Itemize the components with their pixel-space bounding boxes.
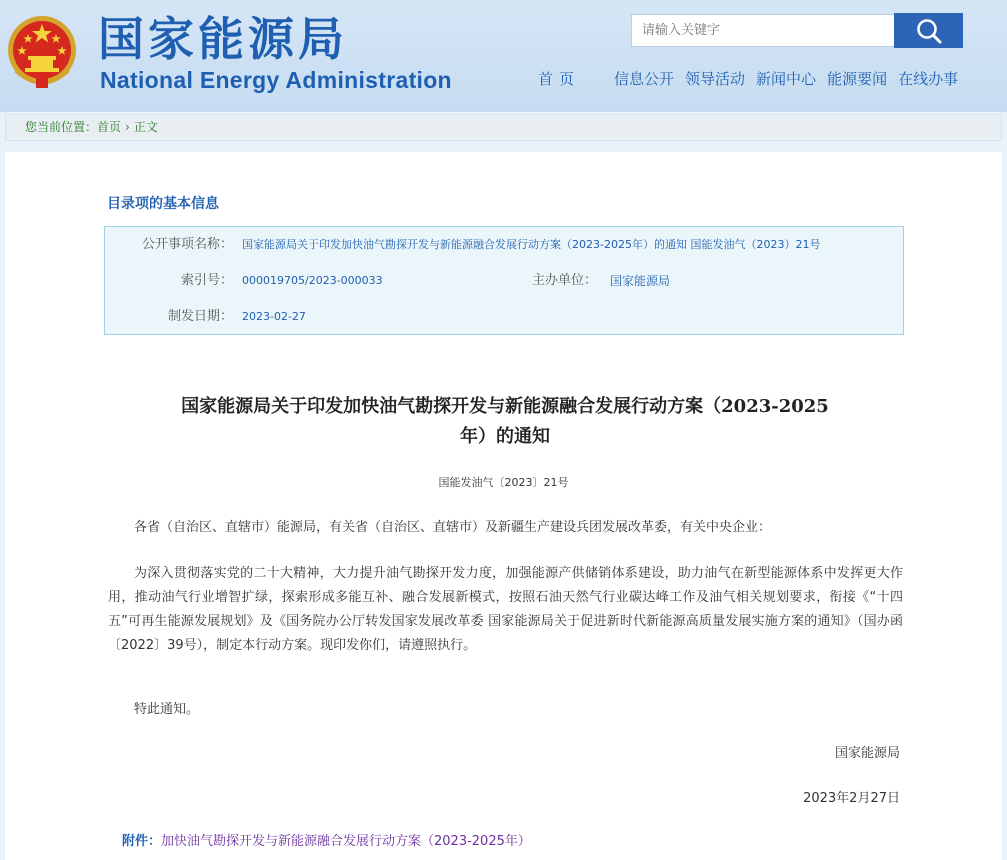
document-title xyxy=(115,392,895,452)
attachment xyxy=(122,832,531,852)
nav-online-services[interactable]: 在线办事 xyxy=(898,70,959,88)
breadcrumb-separator: › xyxy=(125,120,130,134)
info-index-label: 索引号： xyxy=(180,273,233,288)
search-input[interactable] xyxy=(631,14,895,47)
info-name-value: 国家能源局关于印发加快油气勘探开发与新能源融合发展行动方案（2023-2025年）的通知 国能发油气（2023）21号 xyxy=(242,238,821,251)
document-recipients: 各省（自治区、直辖市）能源局，有关省（自治区、直辖市）及新疆生产建设兵团发展改革委，有关中央企业： xyxy=(134,520,772,535)
info-date-value: 2023-02-27 xyxy=(242,310,306,323)
national-emblem-icon[interactable] xyxy=(6,12,78,90)
info-section-title: 目录项的基本信息 xyxy=(107,196,219,212)
search-icon xyxy=(915,17,943,45)
document-closing: 特此通知。 xyxy=(134,702,200,717)
main-nav xyxy=(528,68,969,90)
document-signer: 国家能源局 xyxy=(834,746,900,761)
breadcrumb-home-link[interactable]: 首页 xyxy=(97,120,122,134)
site-header xyxy=(0,0,1007,112)
attachment-label: 附件： xyxy=(122,834,162,849)
nav-home[interactable]: 首页 xyxy=(538,70,581,88)
site-title-cn[interactable]: 国家能源局 xyxy=(98,12,348,66)
breadcrumb-current[interactable]: 正文 xyxy=(133,120,158,134)
info-index-value: 000019705/2023-000033 xyxy=(242,274,383,287)
info-org-value: 国家能源局 xyxy=(610,274,671,288)
info-row-name xyxy=(105,235,905,255)
info-box xyxy=(104,226,904,335)
attachment-link[interactable]: 加快油气勘探开发与新能源融合发展行动方案（2023-2025年） xyxy=(161,834,531,849)
document-date: 2023年2月27日 xyxy=(803,791,900,806)
search-button[interactable] xyxy=(894,13,963,48)
nav-info-disclosure[interactable]: 信息公开 xyxy=(614,70,675,88)
nav-news-center[interactable]: 新闻中心 xyxy=(756,70,817,88)
main-content xyxy=(5,152,1002,860)
site-title-en[interactable]: National Energy Administration xyxy=(100,67,452,93)
breadcrumb-prefix: 您当前位置： xyxy=(25,120,98,134)
info-date-label: 制发日期： xyxy=(167,309,233,324)
document-title-line2: 年）的通知 xyxy=(460,426,550,447)
nav-leadership[interactable]: 领导活动 xyxy=(685,70,746,88)
info-row-index xyxy=(105,271,905,291)
document-body: 为深入贯彻落实党的二十大精神，大力提升油气勘探开发力度，加强能源产供储销体系建设，助力油气在新型能源体系中发挥更大作用，推动油气行业增智扩绿，探索形成多能互补、融合发展新模式，按照石油天然气行业碳达峰工作及油气相关规划要求，衔接《“十四五”可再生能源发展规划》及《国务院办公厅转发国家发展改革委 国家能源局关于促进新时代新能源高质量发展实施方案的通知》（国办函〔2022〕39号），制定本行动方案。现印发你们，请遵照执行。 xyxy=(108,566,903,653)
info-name-label: 公开事项名称： xyxy=(141,237,233,252)
document-title-line1: 国家能源局关于印发加快油气勘探开发与新能源融合发展行动方案（2023-2025 xyxy=(181,396,829,417)
document-number: 国能发油气〔2023〕21号 xyxy=(438,476,569,489)
info-row-date xyxy=(105,307,905,327)
breadcrumb xyxy=(5,114,1002,141)
info-org-label: 主办单位： xyxy=(531,273,597,288)
nav-energy-news[interactable]: 能源要闻 xyxy=(827,70,888,88)
